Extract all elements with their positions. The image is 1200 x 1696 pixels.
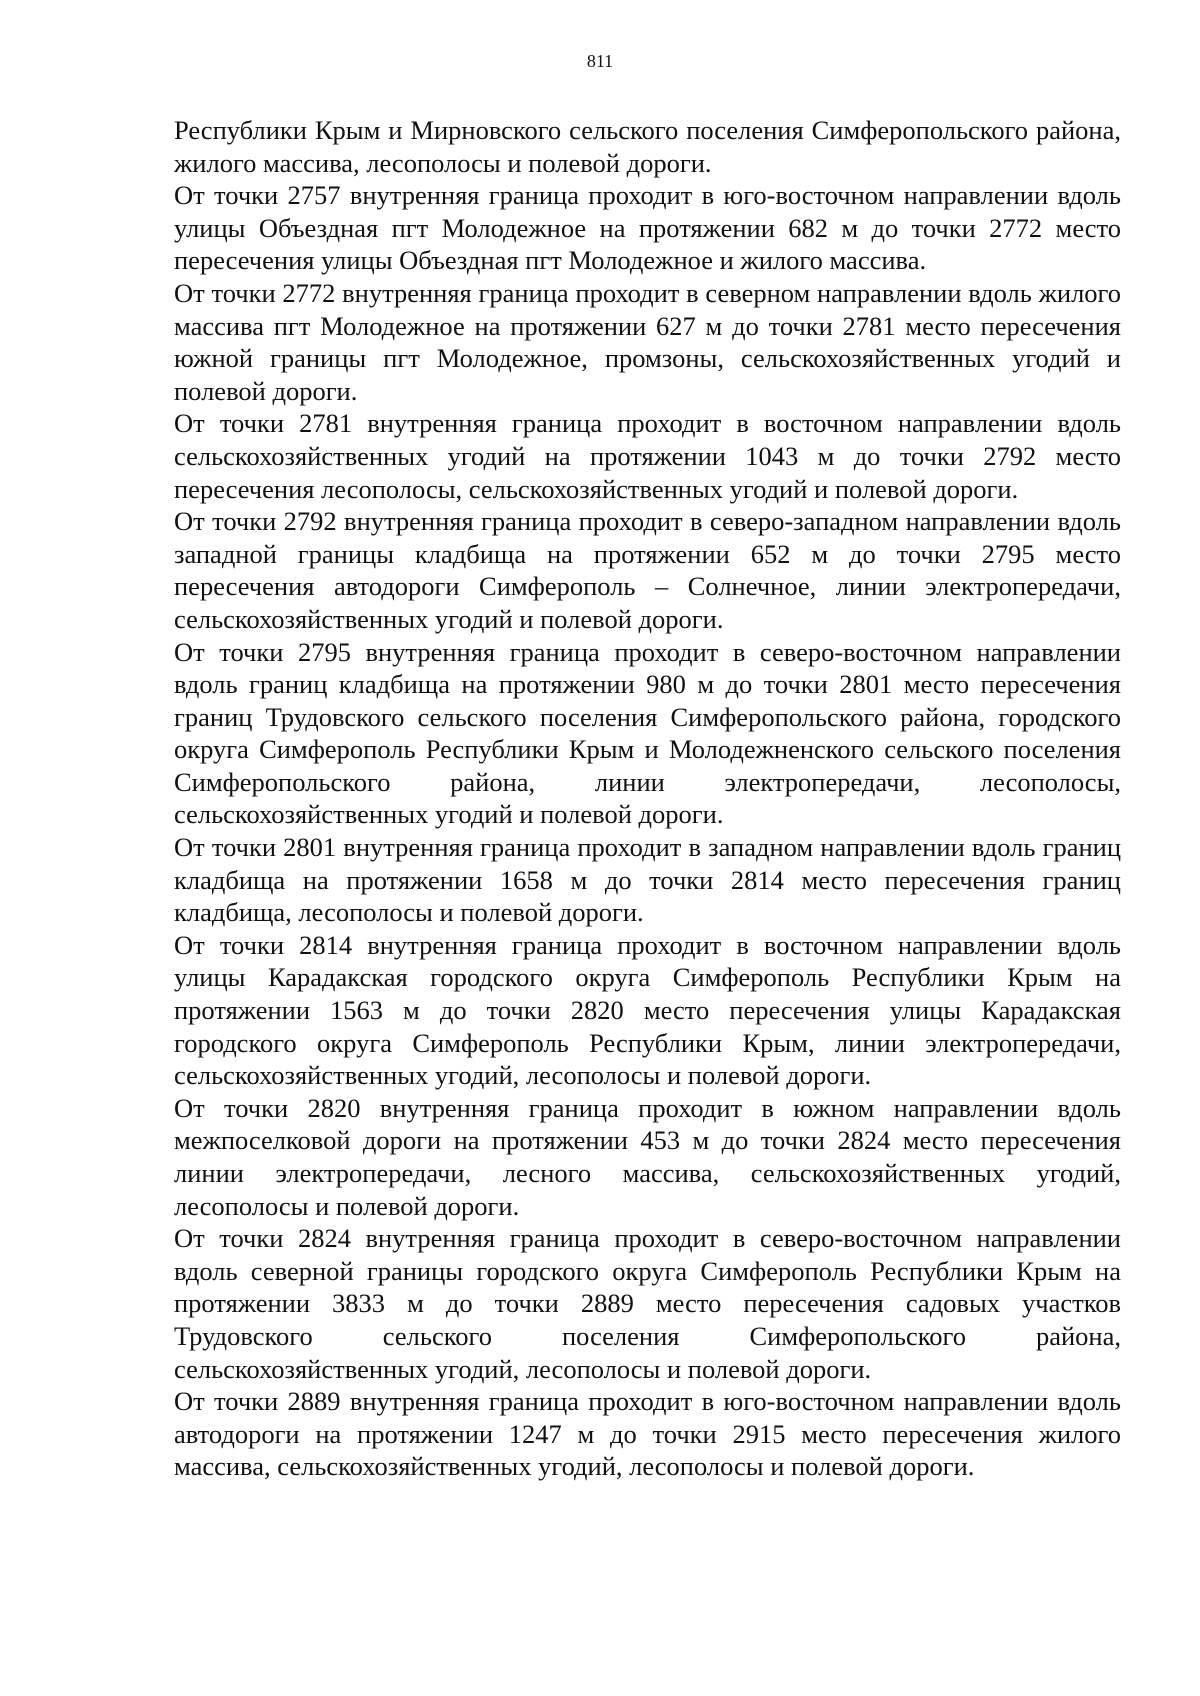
page-number: 811 <box>586 51 614 71</box>
paragraph-4: От точки 2781 внутренняя граница проходит в восточном направлении вдоль сельскохозяйственных угодий на протяжении 1043 м до точки 2792 место пересечения лесополосы, сельскохозяйственных угодий и полевой дороги. <box>174 408 1121 504</box>
paragraph-2: От точки 2757 внутренняя граница проходит в юго-восточном направлении вдоль улицы Объездная пгт Молодежное на протяжении 682 м до точки 2772 место пересечения улицы Объездная пгт Молодежное и жилого массива. <box>174 180 1121 276</box>
paragraph-5: От точки 2792 внутренняя граница проходит в северо-западном направлении вдоль западной границы кладбища на протяжении 652 м до точки 2795 место пересечения автодороги Симферополь – Солнечное, линии электропередачи, сельскохозяйственных угодий и полевой дороги. <box>174 506 1121 634</box>
paragraph-9: От точки 2820 внутренняя граница проходит в южном направлении вдоль межпоселковой дороги на протяжении 453 м до точки 2824 место пересечения линии электропередачи, лесного массива, сельскохозяйственных угодий, лесополосы и полевой дороги. <box>174 1092 1121 1221</box>
paragraph-6: От точки 2795 внутренняя граница проходит в северо-восточном направлении вдоль границ кладбища на протяжении 980 м до точки 2801 место пересечения границ Трудовского сельского поселения Симферопольского района, городского округа Симферополь Республики Крым и Молодежненского сельского поселения Симферопольского района, линии электропередачи, лесополосы, сельскохозяйственных угодий и полевой дороги. <box>174 636 1121 830</box>
paragraph-8: От точки 2814 внутренняя граница проходит в восточном направлении вдоль улицы Карадакская городского округа Симферополь Республики Крым на протяжении 1563 м до точки 2820 место пересечения улицы Карадакская городского округа Симферополь Республики Крым, линии электропередачи, сельскохозяйственных угодий, лесополосы и полевой дороги. <box>174 929 1121 1091</box>
paragraph-10: От точки 2824 внутренняя граница проходит в северо-восточном направлении вдоль северной границы городского округа Симферополь Республики Крым на протяжении 3833 м до точки 2889 место пересечения садовых участков Трудовского сельского поселения Симферопольского района, сельскохозяйственных угодий, лесополосы и полевой дороги. <box>174 1223 1121 1384</box>
paragraph-1: Республики Крым и Мирновского сельского поселения Симферопольского района, жилого массива, лесополосы и полевой дороги. <box>174 115 1121 178</box>
paragraph-7: От точки 2801 внутренняя граница проходит в западном направлении вдоль границ кладбища на протяжении 1658 м до точки 2814 место пересечения границ кладбища, лесополосы и полевой дороги. <box>174 832 1121 928</box>
paragraph-11: От точки 2889 внутренняя граница проходит в юго-восточном направлении вдоль автодороги на протяжении 1247 м до точки 2915 место пересечения жилого массива, сельскохозяйственных угодий, лесополосы и полевой дороги. <box>174 1386 1121 1482</box>
document-body <box>174 114 1121 1483</box>
paragraph-3: От точки 2772 внутренняя граница проходит в северном направлении вдоль жилого массива пгт Молодежное на протяжении 627 м до точки 2781 место пересечения южной границы пгт Молодежное, промзоны, сельскохозяйственных угодий и полевой дороги. <box>174 277 1121 406</box>
